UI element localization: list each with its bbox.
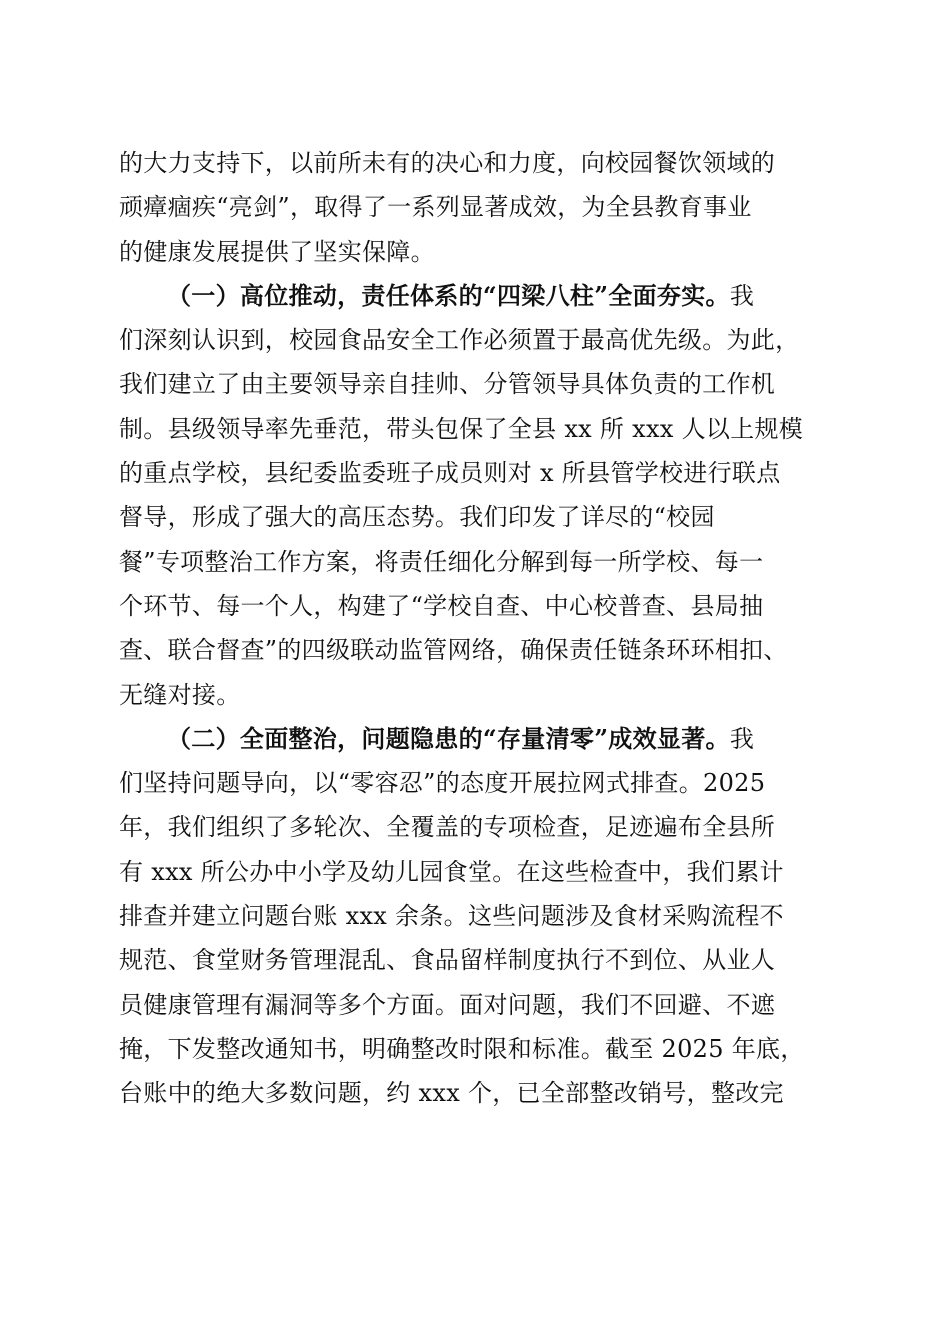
heading-trailing-text: 我 — [729, 281, 755, 310]
text-line: 排查并建立问题台账 xxx 余条。这些问题涉及食材采购流程不 — [119, 902, 784, 931]
paragraph-section-2 — [119, 717, 831, 1116]
paragraph-first-line — [119, 717, 831, 761]
document-body — [119, 141, 831, 1116]
text-line: 们深刻认识到，校园食品安全工作必须置于最高优先级。为此， — [119, 326, 800, 355]
text-line: 查、联合督查”的四级联动监管网络，确保责任链条环环相扣、 — [119, 636, 788, 665]
text-line: 们坚持问题导向，以“零容忍”的态度开展拉网式排查。2025 — [119, 769, 766, 798]
text-line: 个环节、每一个人，构建了“学校自查、中心校普查、县局抽 — [119, 591, 764, 620]
paragraph-section-1 — [119, 274, 831, 717]
text-line: 台账中的绝大多数问题，约 xxx 个，已全部整改销号，整改完 — [119, 1079, 784, 1108]
text-line: 员健康管理有漏洞等多个方面。面对问题，我们不回避、不遮 — [119, 990, 776, 1019]
paragraph-first-line — [119, 274, 831, 318]
text-line: 有 xxx 所公办中小学及幼儿园食堂。在这些检查中，我们累计 — [119, 857, 784, 886]
text-line: 的重点学校，县纪委监委班子成员则对 x 所县管学校进行联点 — [119, 459, 781, 488]
text-line: 我们建立了由主要领导亲自挂帅、分管领导具体负责的工作机 — [119, 370, 776, 399]
section-heading: （一）高位推动，责任体系的“四梁八柱”全面夯实。 — [167, 280, 730, 310]
text-line: 的大力支持下，以前所未有的决心和力度，向校园餐饮领域的 — [119, 149, 776, 177]
text-line: 顽瘴痼疾“亮剑”，取得了一系列显著成效，为全县教育事业 — [119, 193, 752, 222]
paragraph-intro — [119, 141, 831, 274]
section-heading: （二）全面整治，问题隐患的“存量清零”成效显著。 — [167, 723, 730, 753]
text-line: 掩，下发整改通知书，明确整改时限和标准。截至 2025 年底， — [119, 1034, 805, 1063]
text-line: 督导，形成了强大的高压态势。我们印发了详尽的“校园 — [119, 503, 715, 532]
text-line: 的健康发展提供了坚实保障。 — [119, 237, 435, 266]
text-line: 年，我们组织了多轮次、全覆盖的专项检查，足迹遍布全县所 — [119, 813, 776, 842]
text-line: 规范、食堂财务管理混乱、食品留样制度执行不到位、从业人 — [119, 946, 776, 975]
text-line: 餐”专项整治工作方案，将责任细化分解到每一所学校、每一 — [119, 547, 764, 576]
heading-trailing-text: 我 — [729, 724, 755, 753]
text-line: 无缝对接。 — [119, 680, 241, 709]
text-line: 制。县级领导率先垂范，带头包保了全县 xx 所 xxx 人以上规模 — [119, 414, 804, 443]
